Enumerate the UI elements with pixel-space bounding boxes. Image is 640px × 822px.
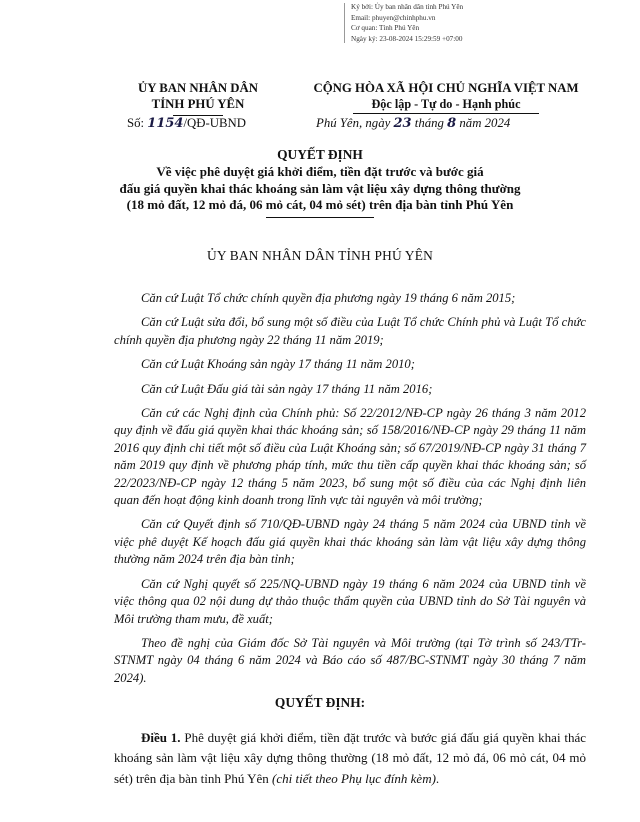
signature-agency: Cơ quan: Tỉnh Phú Yên bbox=[351, 24, 420, 33]
document-number bbox=[127, 116, 246, 131]
article-1-note: (chi tiết theo Phụ lục đính kèm) bbox=[272, 770, 436, 786]
decision-heading: QUYẾT ĐỊNH: bbox=[274, 695, 366, 710]
place-and-date bbox=[316, 116, 510, 131]
signature-date: Ngày ký: 23-08-2024 15:29:59 +07:00 bbox=[351, 34, 463, 43]
nation-title: CỘNG HÒA XÃ HỘI CHỦ NGHĨA VIỆT NAM bbox=[313, 81, 579, 95]
title-line-1: Về việc phê duyệt giá khởi điểm, tiền đặt trước và bước giá bbox=[156, 163, 484, 179]
national-header bbox=[278, 80, 614, 114]
article-1 bbox=[114, 728, 586, 789]
date-day: 23 bbox=[393, 116, 412, 131]
legal-basis-8: Theo đề nghị của Giám đốc Sở Tài nguyên và Môi trường (tại Tờ trình số 243/TTr-STNMT ngày 04 tháng 6 năm 2024 và Báo cáo số 487/BC-STNMT ngày 30 tháng 7 năm 2024). bbox=[114, 635, 586, 685]
org-line-1: ỦY BAN NHÂN DÂN bbox=[137, 81, 259, 95]
doc-no-suffix: /QĐ-UBND bbox=[183, 116, 247, 130]
issuing-organization bbox=[118, 80, 278, 116]
legal-basis-4: Căn cứ Luật Đấu giá tài sản ngày 17 tháng 11 năm 2016; bbox=[141, 381, 433, 396]
legal-basis-2: Căn cứ Luật sửa đổi, bổ sung một số điều của Luật Tổ chức Chính phủ và Luật Tổ chức chính quyền địa phương ngày 22 tháng 11 năm 2019; bbox=[114, 315, 586, 347]
article-1-end: . bbox=[435, 770, 440, 786]
signature-email: Email: phuyen@chinhphu.vn bbox=[351, 13, 436, 22]
legal-basis-7: Căn cứ Nghị quyết số 225/NQ-UBND ngày 19 tháng 6 năm 2024 của UBND tỉnh về việc thông qua 02 nội dung dự thảo thuộc thẩm quyền của UBND tỉnh do Sở Tài nguyên và Môi trường tham mưu, đề xuất; bbox=[114, 576, 586, 626]
doc-no-value: 1154 bbox=[147, 116, 184, 131]
place-prefix: Phú Yên, ngày bbox=[316, 116, 391, 130]
signature-divider bbox=[344, 3, 345, 43]
article-1-label: Điều 1. bbox=[141, 730, 181, 745]
title-heading: QUYẾT ĐỊNH bbox=[277, 147, 363, 162]
legal-bases bbox=[114, 290, 586, 694]
legal-basis-5: Căn cứ các Nghị định của Chính phủ: Số 22/2012/NĐ-CP ngày 26 tháng 3 năm 2012 quy định về đấu giá quyền khai thác khoáng sản; số 158/2016/NĐ-CP ngày 29 tháng 11 năm 2016 quy định chi tiết một số điều của Luật Khoáng sản; số 67/2019/NĐ-CP ngày 31 tháng 7 năm 2019 quy định về phương pháp tính, mức thu tiền cấp quyền khai thác khoáng sản; số 22/2023/NĐ-CP ngày 12 tháng 5 năm 2023, bổ sung một số điều của các Nghị định liên quan đến hoạt động kinh doanh trong lĩnh vực tài nguyên và môi trường; bbox=[114, 406, 586, 508]
month-label: tháng bbox=[414, 116, 444, 130]
article-1-text: Phê duyệt giá khởi điểm, tiền đặt trước và bước giá đấu giá quyền khai thác khoáng sản làm vật liệu xây dựng thông thường (18 mỏ đất, 12 mỏ đá, 06 mỏ cát, 04 mỏ sét) trên địa bàn tỉnh Phú Yên bbox=[114, 730, 586, 786]
nation-motto: Độc lập - Tự do - Hạnh phúc bbox=[371, 97, 521, 111]
document-title bbox=[60, 147, 580, 218]
doc-no-prefix: Số: bbox=[127, 116, 145, 130]
legal-basis-1: Căn cứ Luật Tổ chức chính quyền địa phương ngày 19 tháng 6 năm 2015; bbox=[141, 291, 516, 305]
title-line-3: (18 mỏ đất, 12 mỏ đá, 06 mỏ cát, 04 mỏ sét) trên địa bàn tỉnh Phú Yên bbox=[126, 197, 514, 213]
year-label: năm 2024 bbox=[459, 116, 511, 130]
issuer-heading: ỦY BAN NHÂN DÂN TỈNH PHÚ YÊN bbox=[206, 248, 434, 263]
motto-underline bbox=[353, 113, 539, 114]
signature-signer: Ký bởi: Ủy ban nhân dân tỉnh Phú Yên bbox=[351, 3, 464, 11]
title-line-2: đấu giá quyền khai thác khoáng sản làm vật liệu xây dựng thông thường bbox=[119, 180, 521, 196]
legal-basis-3: Căn cứ Luật Khoáng sản ngày 17 tháng 11 năm 2010; bbox=[141, 357, 415, 372]
title-underline bbox=[266, 217, 374, 218]
digital-signature-block bbox=[351, 2, 463, 44]
date-month: 8 bbox=[447, 116, 457, 131]
org-line-2: TỈNH PHÚ YÊN bbox=[151, 97, 245, 111]
legal-basis-6: Căn cứ Quyết định số 710/QĐ-UBND ngày 24 tháng 5 năm 2024 của UBND tỉnh về việc phê duyệt Kế hoạch đấu giá quyền khai thác khoáng sản làm vật liệu xây dựng thông thường năm 2024 trên địa bàn tỉnh; bbox=[114, 517, 586, 567]
